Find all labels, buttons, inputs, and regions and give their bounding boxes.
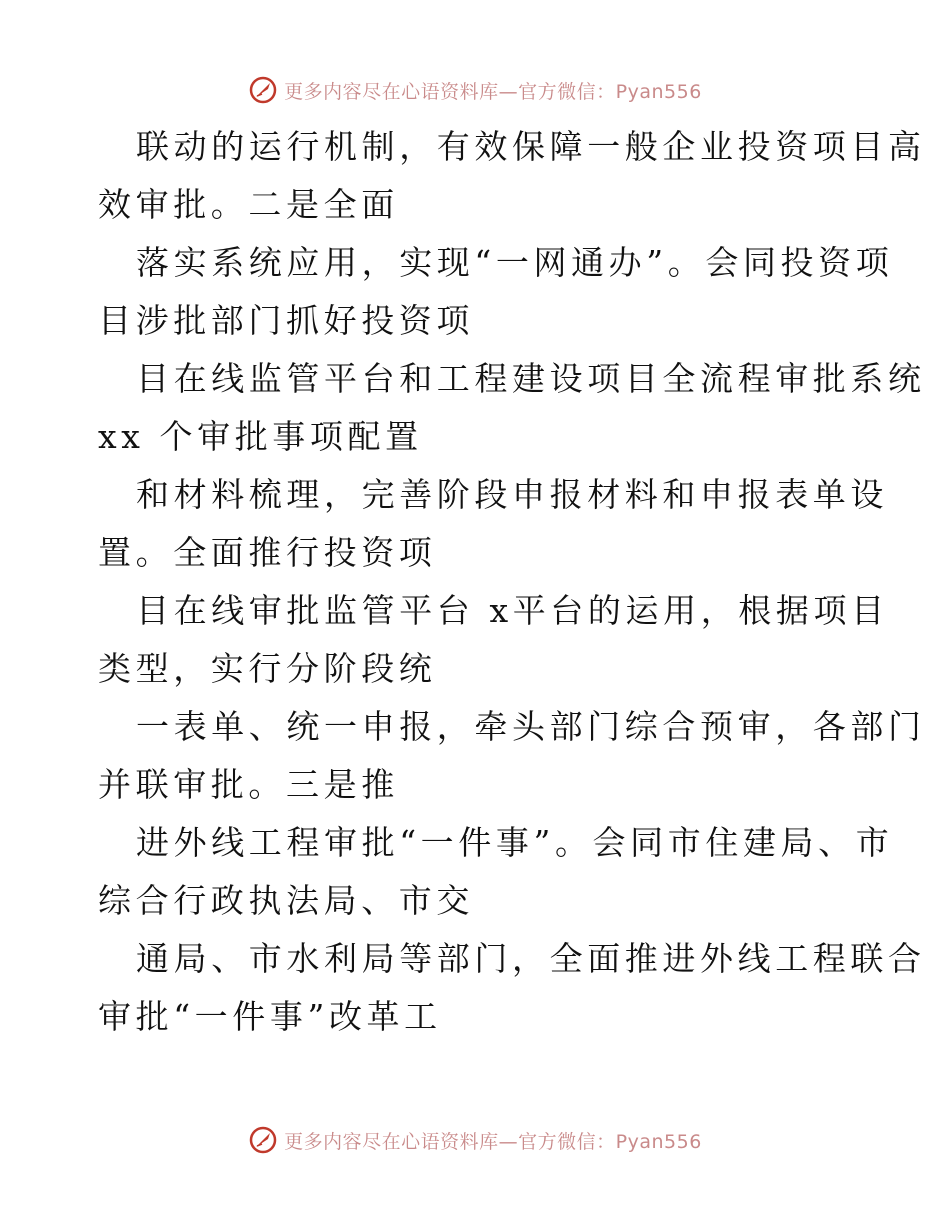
footer-watermark-text: 更多内容尽在心语资料库—官方微信：Pyan556 (284, 1130, 702, 1153)
quill-logo-icon (248, 1125, 278, 1155)
quill-logo-icon (248, 75, 278, 105)
paragraph-line: 进外线工程审批“一件事”。会同市住建局、市 (136, 823, 894, 862)
paragraph-line: 并联审批。三是推 (98, 765, 399, 804)
footer-watermark (0, 1120, 950, 1160)
paragraph-line: 联动的运行机制，有效保障一般企业投资项目高 (136, 127, 926, 166)
paragraph-line: 综合行政执法局、市交 (98, 881, 474, 920)
paragraph-line: xx 个审批事项配置 (98, 417, 423, 456)
paragraph-line: 目涉批部门抓好投资项 (98, 301, 474, 340)
paragraph-line: 效审批。二是全面 (98, 185, 399, 224)
paragraph-line: 落实系统应用，实现“一网通办”。会同投资项 (136, 243, 894, 282)
paragraph-line: 和材料梳理，完善阶段申报材料和申报表单设 (136, 475, 888, 514)
paragraph-line: 目在线审批监管平台 x平台的运用，根据项目 (136, 591, 889, 630)
paragraph-line: 置。全面推行投资项 (98, 533, 437, 572)
header-watermark (0, 70, 950, 110)
header-watermark-text: 更多内容尽在心语资料库—官方微信：Pyan556 (284, 80, 702, 103)
document-body (98, 118, 926, 1046)
paragraph-line: 审批“一件事”改革工 (98, 997, 442, 1036)
paragraph-line: 一表单、统一申报，牵头部门综合预审，各部门 (136, 707, 926, 746)
paragraph-line: 目在线监管平台和工程建设项目全流程审批系统 (136, 359, 926, 398)
paragraph-line: 通局、市水利局等部门，全面推进外线工程联合 (136, 939, 926, 978)
paragraph-line: 类型，实行分阶段统 (98, 649, 437, 688)
